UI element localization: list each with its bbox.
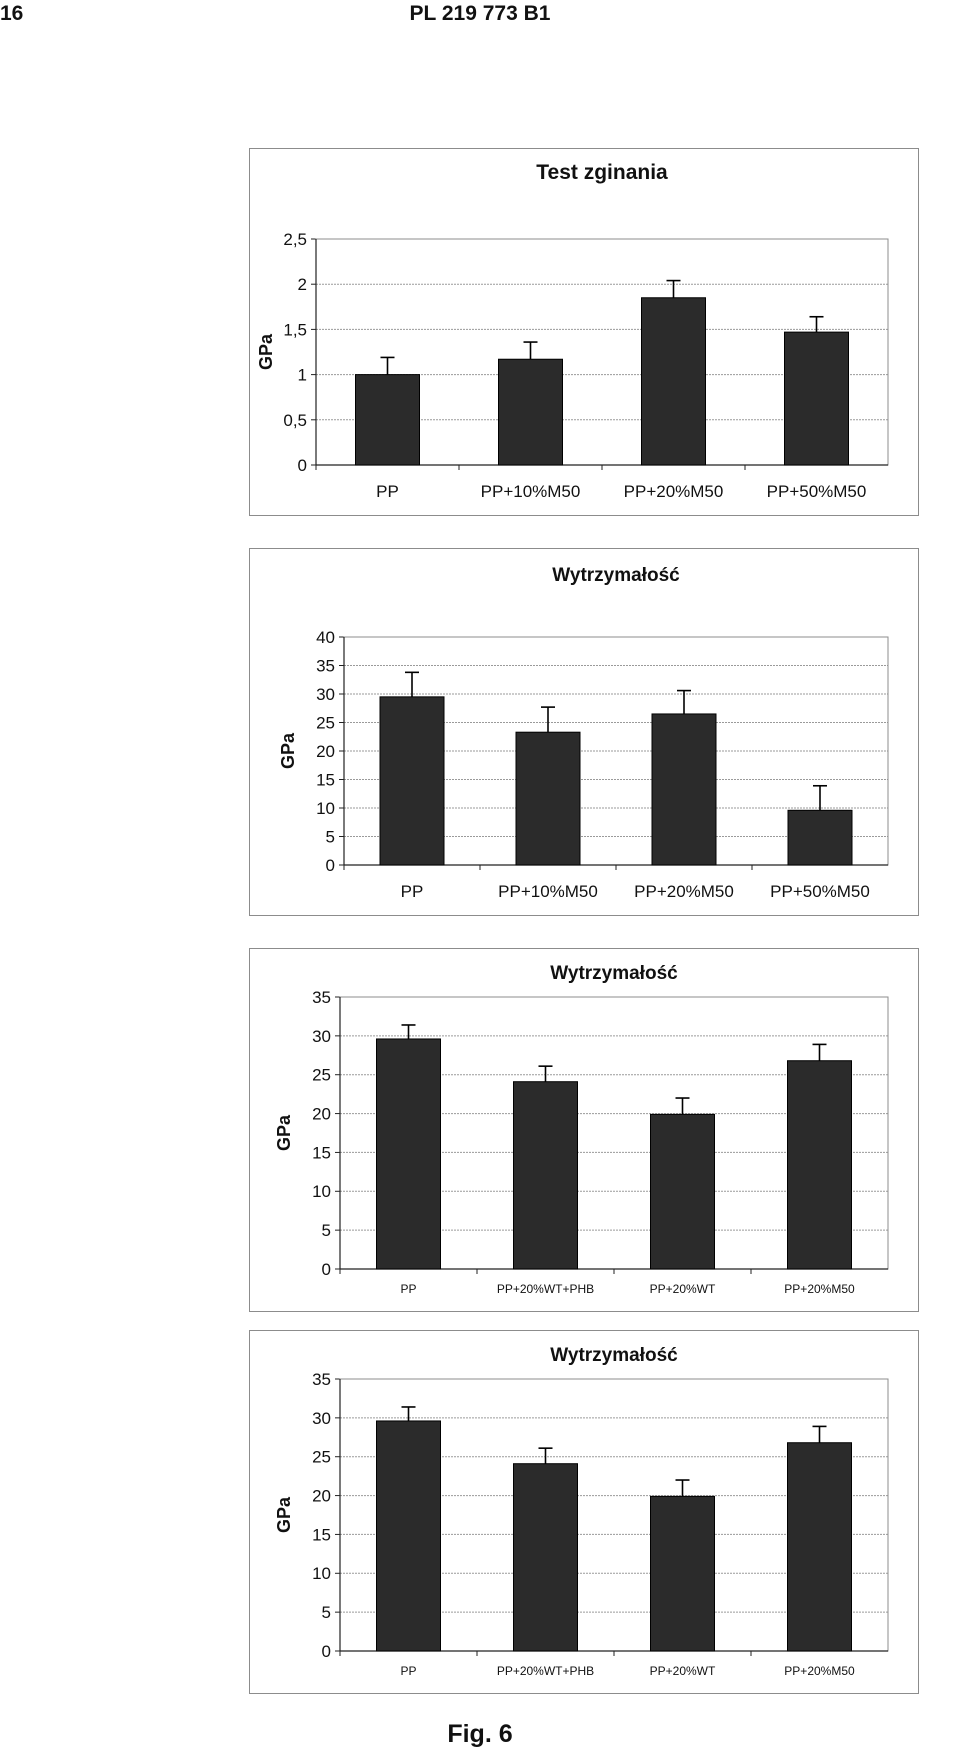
chart-strength-2 <box>249 948 919 1312</box>
y-tick-label: 2,5 <box>283 229 307 249</box>
x-tick-label: PP+50%M50 <box>770 882 870 901</box>
y-tick-label: 15 <box>316 770 335 790</box>
chart-strength-3 <box>249 1330 919 1694</box>
chart-strength-1 <box>249 548 919 916</box>
y-axis-label: GPa <box>278 732 298 770</box>
chart-title: Wytrzymałość <box>550 963 678 984</box>
x-tick-label: PP+20%WT <box>649 1664 716 1678</box>
x-tick-label: PP+10%M50 <box>480 482 581 501</box>
y-tick-label: 10 <box>316 798 335 818</box>
bar <box>377 1421 441 1651</box>
bar <box>642 298 706 465</box>
y-tick-label: 1,5 <box>283 320 307 340</box>
y-tick-label: 25 <box>316 713 335 733</box>
chart-canvas <box>250 1331 918 1693</box>
x-tick-label: PP+20%WT+PHB <box>496 1282 595 1296</box>
chart-bending-test <box>249 148 919 516</box>
x-tick-label: PP+20%WT <box>649 1282 716 1296</box>
bar <box>514 1464 578 1651</box>
page-number: 16 <box>0 2 24 25</box>
bar <box>514 1082 578 1269</box>
y-tick-label: 20 <box>316 741 335 761</box>
x-tick-label: PP+20%WT+PHB <box>496 1664 595 1678</box>
patent-number: PL 219 773 B1 <box>409 2 551 25</box>
y-tick-label: 15 <box>312 1143 331 1163</box>
figure-label: Fig. 6 <box>447 1720 513 1748</box>
y-tick-label: 20 <box>312 1486 331 1506</box>
bar <box>651 1114 715 1269</box>
y-tick-label: 0 <box>325 855 335 875</box>
y-tick-label: 1 <box>297 365 307 385</box>
y-tick-label: 5 <box>321 1603 331 1623</box>
x-tick-label: PP+10%M50 <box>498 882 598 901</box>
bar <box>788 1443 852 1651</box>
chart-canvas <box>250 549 918 915</box>
y-tick-label: 35 <box>312 987 331 1007</box>
x-tick-label: PP+50%M50 <box>766 482 867 501</box>
chart-canvas <box>250 149 918 515</box>
y-tick-label: 25 <box>312 1065 331 1085</box>
y-tick-label: 10 <box>312 1182 331 1202</box>
y-tick-label: 35 <box>316 656 335 676</box>
y-tick-label: 5 <box>325 827 335 847</box>
y-tick-label: 20 <box>312 1104 331 1124</box>
y-axis-label: GPa <box>256 333 276 371</box>
x-tick-label: PP+20%M50 <box>784 1664 855 1678</box>
y-tick-label: 0 <box>297 455 307 475</box>
y-tick-label: 0 <box>321 1641 331 1661</box>
chart-title: Wytrzymałość <box>552 565 680 586</box>
x-tick-label: PP <box>400 882 424 901</box>
bar <box>651 1496 715 1651</box>
y-tick-label: 30 <box>312 1026 331 1046</box>
x-tick-label: PP <box>400 1282 417 1296</box>
y-tick-label: 40 <box>316 627 335 647</box>
y-tick-label: 35 <box>312 1369 331 1389</box>
y-tick-label: 0,5 <box>283 410 307 430</box>
bar <box>356 375 420 465</box>
x-tick-label: PP+20%M50 <box>623 482 724 501</box>
y-axis-label: GPa <box>274 1114 294 1152</box>
y-tick-label: 2 <box>297 275 307 295</box>
y-tick-label: 25 <box>312 1447 331 1467</box>
x-tick-label: PP+20%M50 <box>634 882 734 901</box>
y-axis-label: GPa <box>274 1496 294 1534</box>
y-tick-label: 0 <box>321 1259 331 1279</box>
bar <box>788 1061 852 1269</box>
chart-canvas <box>250 949 918 1311</box>
x-tick-label: PP <box>400 1664 417 1678</box>
y-tick-label: 15 <box>312 1525 331 1545</box>
x-tick-label: PP <box>376 482 399 501</box>
y-tick-label: 30 <box>312 1408 331 1428</box>
y-tick-label: 5 <box>321 1221 331 1241</box>
bar <box>785 332 849 465</box>
bar <box>788 810 852 865</box>
bar <box>652 714 716 865</box>
bar <box>499 359 563 465</box>
x-tick-label: PP+20%M50 <box>784 1282 855 1296</box>
chart-title: Wytrzymałość <box>550 1345 678 1366</box>
bar <box>380 697 444 865</box>
y-tick-label: 10 <box>312 1564 331 1584</box>
chart-title: Test zginania <box>536 161 668 184</box>
bar <box>377 1039 441 1269</box>
y-tick-label: 30 <box>316 684 335 704</box>
bar <box>516 732 580 865</box>
